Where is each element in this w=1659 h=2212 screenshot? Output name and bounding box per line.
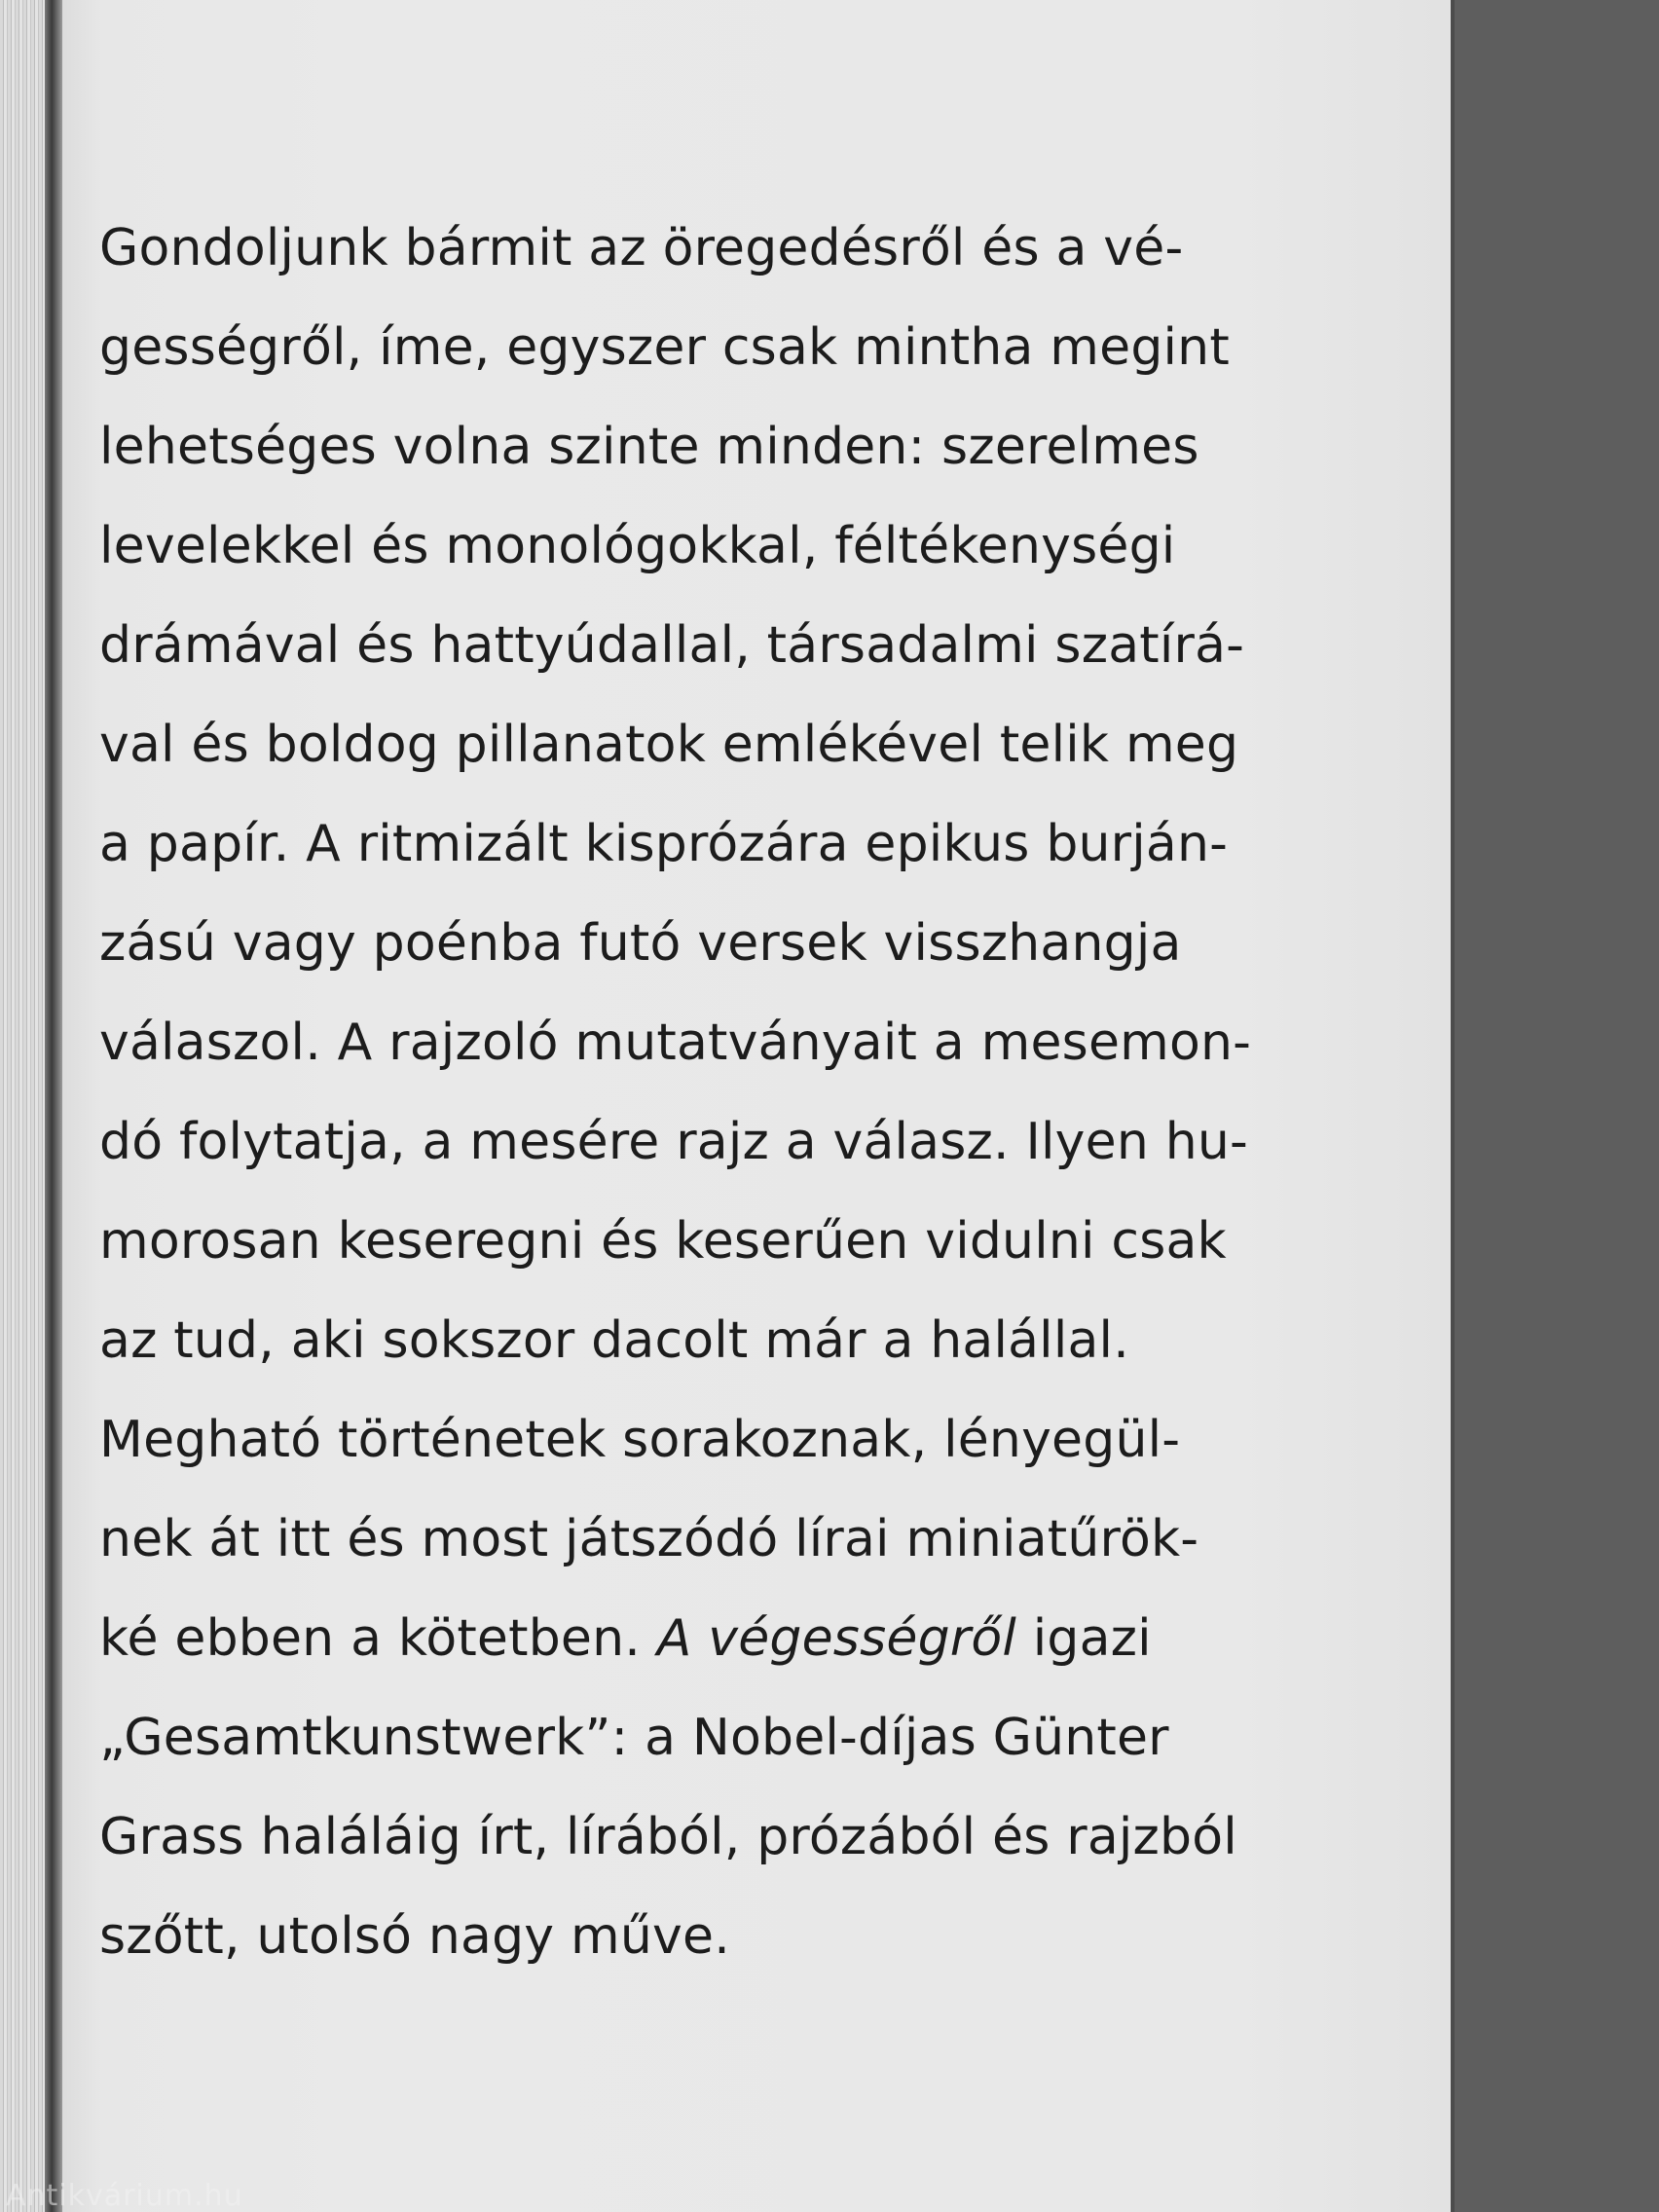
blurb-line: dó folytatja, a mesére rajz a válasz. Ilyen hu- <box>99 1113 1249 1171</box>
blurb-line: morosan keseregni és keserűen vidulni csak <box>99 1212 1227 1271</box>
book-title-italic: A végességről <box>656 1609 1017 1668</box>
page-right-edge <box>1451 0 1455 2212</box>
book-page <box>62 0 1451 2212</box>
blurb-line: szőtt, utolsó nagy műve. <box>99 1907 730 1966</box>
blurb-line: drámával és hattyúdallal, társadalmi szatírá- <box>99 616 1245 675</box>
blurb-line: Megható történetek sorakoznak, lényegül- <box>99 1411 1181 1469</box>
back-cover-blurb <box>99 199 1365 1986</box>
blurb-line: válaszol. A rajzoló mutatványait a mesemon- <box>99 1014 1252 1072</box>
spine-shadow <box>45 0 62 2212</box>
blurb-line: Gondoljunk bármit az öregedésről és a vé- <box>99 219 1184 277</box>
blurb-line: zású vagy poénba futó versek visszhangja <box>99 914 1182 973</box>
blurb-text: ké ebben a kötetben. <box>99 1609 657 1668</box>
blurb-line: val és boldog pillanatok emlékével telik meg <box>99 716 1239 774</box>
blurb-text: igazi <box>1016 1609 1152 1668</box>
blurb-line: „Gesamtkunstwerk”: a Nobel-díjas Günter <box>99 1709 1169 1767</box>
blurb-line: lehetséges volna szinte minden: szerelmes <box>99 418 1199 476</box>
blurb-line: nek át itt és most játszódó lírai miniatűrök- <box>99 1510 1199 1568</box>
blurb-line-with-title <box>99 1589 1365 1688</box>
blurb-line: levelekkel és monológokkal, féltékenységi <box>99 517 1176 575</box>
site-watermark: Antikvárium.hu <box>6 2179 243 2212</box>
blurb-line: gességről, íme, egyszer csak mintha megint <box>99 318 1230 377</box>
blurb-line: a papír. A ritmizált kisprózára epikus burján- <box>99 815 1229 873</box>
blurb-line: Grass haláláig írt, lírából, prózából és rajzból <box>99 1808 1237 1866</box>
blurb-line: az tud, aki sokszor dacolt már a halállal. <box>99 1311 1129 1370</box>
